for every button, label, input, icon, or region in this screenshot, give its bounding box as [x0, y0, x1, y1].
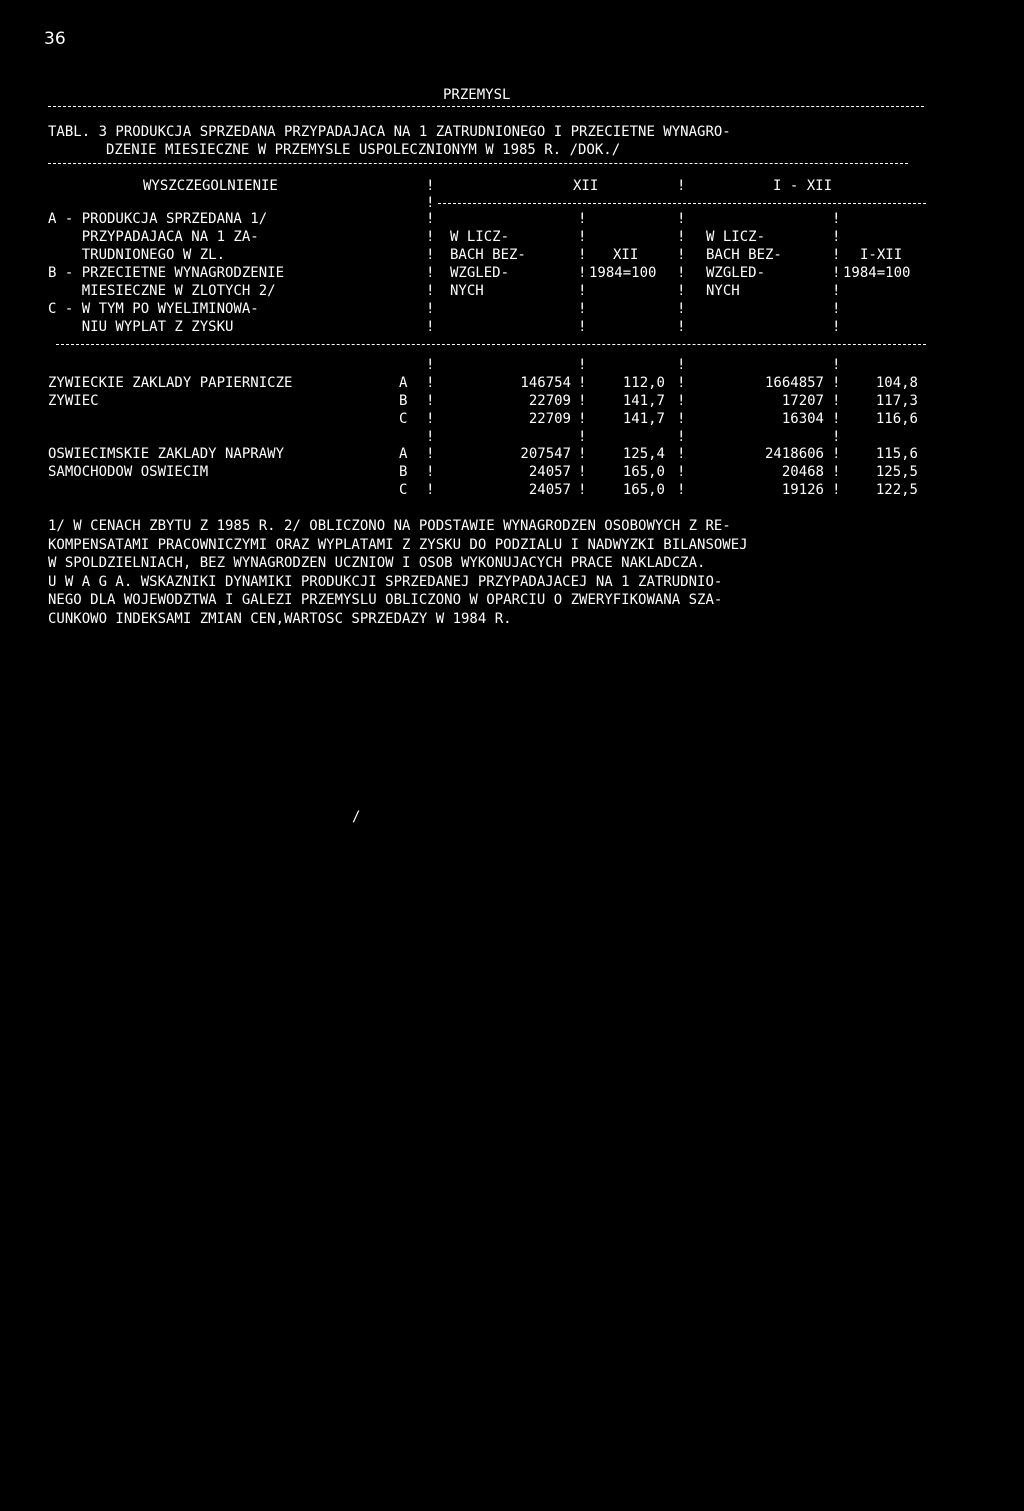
cell-ixii-idx: 117,3: [875, 393, 918, 409]
column-separator: !: [832, 265, 841, 281]
header-stub-line: NIU WYPLAT Z ZYSKU: [48, 319, 234, 335]
column-separator: !: [426, 229, 435, 245]
column-separator: !: [832, 229, 841, 245]
cell-xii-idx: 141,7: [622, 393, 665, 409]
footnote-line: W SPOLDZIELNIACH, BEZ WYNAGRODZEN UCZNIOW I OSOB WYKONUJACYCH PRACE NAKLADCZA.: [48, 555, 706, 571]
row-group-name: ZYWIEC: [48, 393, 99, 409]
footnote-line: 1/ W CENACH ZBYTU Z 1985 R. 2/ OBLICZONO NA PODSTAWIE WYNAGRODZEN OSOBOWYCH Z RE-: [48, 518, 731, 534]
header-abs-ixii: NYCH: [706, 283, 740, 299]
column-separator: !: [426, 464, 435, 480]
column-separator: !: [832, 301, 841, 317]
cell-ixii-idx: 116,6: [875, 411, 918, 427]
column-separator: !: [578, 464, 587, 480]
row-group-name: ZYWIECKIE ZAKLADY PAPIERNICZE: [48, 375, 293, 391]
header-stub-line: TRUDNIONEGO W ZL.: [48, 247, 226, 263]
column-separator: !: [426, 375, 435, 391]
column-separator: !: [578, 211, 587, 227]
column-separator: !: [578, 446, 587, 462]
column-separator: !: [578, 283, 587, 299]
header-stub-line: C - W TYM PO WYELIMINOWA-: [48, 301, 259, 317]
column-separator: !: [426, 429, 435, 445]
footnote-line: U W A G A. WSKAZNIKI DYNAMIKI PRODUKCJI SPRZEDANEJ PRZYPADAJACEJ NA 1 ZATRUDNIO-: [48, 573, 723, 590]
column-separator: !: [677, 283, 686, 299]
cell-xii-abs: 22709: [528, 393, 571, 409]
divider-title: [48, 163, 908, 164]
cell-ixii-idx: 115,6: [875, 446, 918, 462]
column-separator: !: [832, 393, 841, 409]
column-separator: !: [677, 247, 686, 263]
column-separator: !: [832, 283, 841, 299]
column-separator: !: [832, 482, 841, 498]
column-separator: !: [426, 283, 435, 299]
row-group-name: OSWIECIMSKIE ZAKLADY NAPRAWY: [48, 446, 285, 462]
header-abs-xii: W LICZ-: [450, 229, 510, 245]
group-title-xii: XII: [573, 178, 599, 194]
column-separator: !: [677, 375, 686, 391]
header-idx-xii: XII: [613, 247, 639, 263]
column-separator: !: [677, 429, 686, 445]
cell-ixii-idx: 122,5: [875, 482, 918, 498]
cell-xii-abs: 146754: [520, 375, 571, 391]
cell-ixii-abs: 1664857: [764, 375, 824, 391]
column-separator: !: [426, 357, 435, 373]
column-separator: !: [578, 411, 587, 427]
column-separator: !: [832, 429, 841, 445]
column-separator: !: [677, 482, 686, 498]
column-separator: !: [832, 446, 841, 462]
column-separator: !: [426, 247, 435, 263]
header-abs-ixii: WZGLED-: [706, 265, 766, 281]
column-separator: !: [578, 482, 587, 498]
column-separator: !: [426, 319, 435, 335]
cell-ixii-abs: 17207: [781, 393, 824, 409]
header-stub-line: A - PRODUKCJA SPRZEDANA 1/: [48, 211, 268, 227]
section-title: PRZEMYSL: [443, 87, 511, 103]
column-separator: !: [677, 357, 686, 373]
sep-h0b: !: [677, 178, 686, 194]
divider-header: [56, 344, 926, 345]
row-group-name: SAMOCHODOW OSWIECIM: [48, 464, 209, 480]
cell-ixii-abs: 20468: [781, 464, 824, 480]
divider-top: [48, 106, 924, 107]
stub-title: WYSZCZEGOLNIENIE: [143, 178, 278, 194]
cell-ixii-abs: 2418606: [764, 446, 824, 462]
header-abs-xii: BACH BEZ-: [450, 247, 526, 263]
cell-xii-idx: 125,4: [622, 446, 665, 462]
header-abs-xii: WZGLED-: [450, 265, 510, 281]
column-separator: !: [832, 411, 841, 427]
column-separator: !: [426, 393, 435, 409]
header-abs-xii: NYCH: [450, 283, 484, 299]
cell-ixii-idx: 125,5: [875, 464, 918, 480]
table-title-line-1: TABL. 3 PRODUKCJA SPRZEDANA PRZYPADAJACA NA 1 ZATRUDNIONEGO I PRZECIETNE WYNAGRO-: [48, 124, 731, 140]
column-separator: !: [578, 301, 587, 317]
column-separator: !: [832, 211, 841, 227]
cell-xii-abs: 24057: [528, 482, 571, 498]
row-code: A: [399, 446, 408, 462]
group-title-i-xii: I - XII: [773, 178, 833, 194]
cell-ixii-idx: 104,8: [875, 375, 918, 391]
cell-xii-idx: 165,0: [622, 464, 665, 480]
header-idx-ixii: I-XII: [860, 247, 903, 263]
column-separator: !: [677, 229, 686, 245]
column-separator: !: [426, 211, 435, 227]
footnote-line: CUNKOWO INDEKSAMI ZMIAN CEN,WARTOSC SPRZEDAZY W 1984 R.: [48, 610, 512, 627]
column-separator: !: [677, 211, 686, 227]
column-separator: !: [677, 301, 686, 317]
table-title-line-2: DZENIE MIESIECZNE W PRZEMYSLE USPOLECZNIONYM W 1985 R. /DOK./: [106, 142, 621, 158]
column-separator: !: [677, 265, 686, 281]
header-stub-line: B - PRZECIETNE WYNAGRODZENIE: [48, 265, 285, 281]
row-code: B: [399, 464, 408, 480]
column-separator: !: [426, 482, 435, 498]
column-separator: !: [426, 446, 435, 462]
header-stub-line: MIESIECZNE W ZLOTYCH 2/: [48, 283, 276, 299]
column-separator: !: [578, 319, 587, 335]
divider-group: [438, 203, 926, 204]
column-separator: !: [832, 357, 841, 373]
cell-xii-idx: 165,0: [622, 482, 665, 498]
column-separator: !: [426, 301, 435, 317]
column-separator: !: [578, 247, 587, 263]
column-separator: !: [578, 357, 587, 373]
header-idx-ixii: 1984=100: [843, 265, 911, 281]
row-code: B: [399, 393, 408, 409]
column-separator: !: [677, 446, 686, 462]
cell-xii-idx: 141,7: [622, 411, 665, 427]
row-code: C: [399, 411, 408, 427]
header-abs-ixii: BACH BEZ-: [706, 247, 782, 263]
header-abs-ixii: W LICZ-: [706, 229, 766, 245]
sep-h0: !: [426, 178, 435, 194]
page-number: 36: [44, 29, 66, 49]
column-separator: !: [426, 265, 435, 281]
column-separator: !: [832, 375, 841, 391]
row-code: C: [399, 482, 408, 498]
column-separator: !: [578, 229, 587, 245]
column-separator: !: [578, 265, 587, 281]
column-separator: !: [832, 464, 841, 480]
cell-xii-abs: 22709: [528, 411, 571, 427]
column-separator: !: [677, 319, 686, 335]
footnote-line: KOMPENSATAMI PRACOWNICZYMI ORAZ WYPLATAMI Z ZYSKU DO PODZIALU I NADWYZKI BILANSOWEJ: [48, 536, 748, 553]
column-separator: !: [677, 464, 686, 480]
header-idx-xii: 1984=100: [589, 265, 657, 281]
column-separator: !: [677, 411, 686, 427]
cell-xii-abs: 207547: [520, 446, 571, 462]
column-separator: !: [578, 375, 587, 391]
cell-xii-abs: 24057: [528, 464, 571, 480]
column-separator: !: [832, 319, 841, 335]
column-separator: !: [426, 411, 435, 427]
cell-ixii-abs: 19126: [781, 482, 824, 498]
header-stub-line: PRZYPADAJACA NA 1 ZA-: [48, 229, 259, 245]
sep-group: !: [426, 195, 435, 211]
footnote-line: NEGO DLA WOJEWODZTWA I GALEZI PRZEMYSLU OBLICZONO W OPARCIU O ZWERYFIKOWANA SZA-: [48, 592, 723, 608]
column-separator: !: [578, 393, 587, 409]
column-separator: !: [677, 393, 686, 409]
cell-ixii-abs: 16304: [781, 411, 824, 427]
column-separator: !: [578, 429, 587, 445]
row-code: A: [399, 375, 408, 391]
column-separator: !: [832, 247, 841, 263]
cell-xii-idx: 112,0: [622, 375, 665, 391]
stray-mark: /: [352, 809, 361, 825]
